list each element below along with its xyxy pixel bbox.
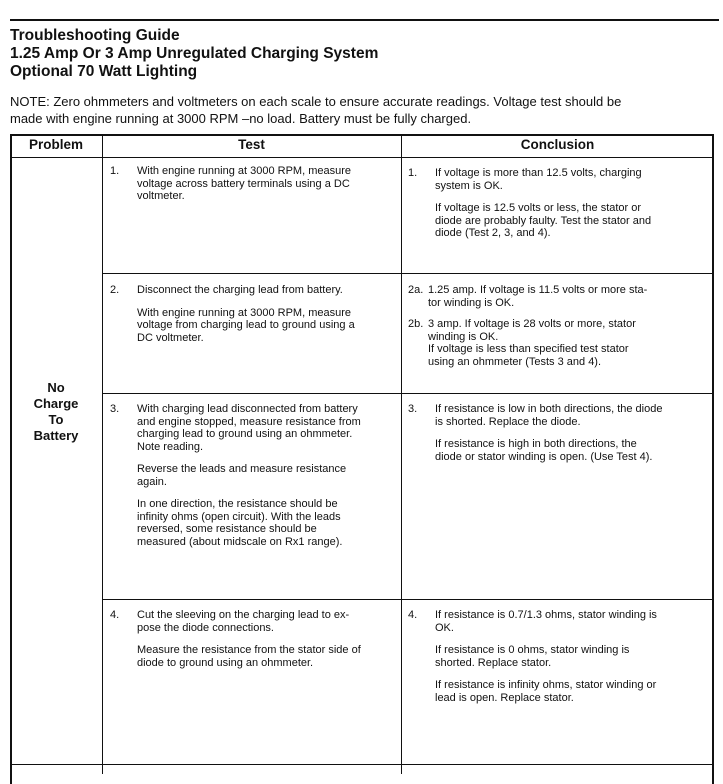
test-cell-4 bbox=[110, 609, 395, 678]
text-line: pose the diode connections. bbox=[137, 621, 274, 634]
text-line: Cut the sleeving on the charging lead to ex- bbox=[137, 609, 350, 621]
problem-line: No bbox=[47, 380, 65, 395]
conclusion-text bbox=[435, 403, 708, 463]
title-line-2: 1.25 Amp Or 3 Amp Unregulated Charging System bbox=[10, 45, 379, 62]
conclusion-text bbox=[435, 609, 708, 704]
row-rule-3 bbox=[102, 599, 714, 600]
text-line: 3 amp. If voltage is 28 volts or more, stator bbox=[428, 318, 636, 330]
text-line: If resistance is 0 ohms, stator winding is bbox=[435, 644, 630, 656]
text-line: measured (about midscale on Rx1 range). bbox=[137, 535, 343, 548]
test-cell-3 bbox=[110, 403, 395, 557]
conclusion-number: 4. bbox=[408, 609, 418, 621]
text-line: Measure the resistance from the stator side of bbox=[137, 644, 361, 656]
top-rule bbox=[10, 19, 719, 21]
text-line: again. bbox=[137, 475, 167, 488]
text-line: reversed, some resistance should be bbox=[137, 523, 317, 535]
test-number: 4. bbox=[110, 609, 120, 621]
column-divider-2 bbox=[401, 134, 402, 774]
conclusion-number: 1. bbox=[408, 167, 418, 179]
text-line: Reverse the leads and measure resistance bbox=[137, 463, 347, 475]
test-cell-2 bbox=[110, 284, 395, 353]
conclusion-sub-2a bbox=[408, 284, 708, 309]
conclusion-cell-3 bbox=[408, 403, 708, 472]
text-line: With engine running at 3000 RPM, measure bbox=[137, 165, 352, 177]
text-line: using an ohmmeter (Tests 3 and 4). bbox=[428, 355, 602, 368]
test-cell-1 bbox=[110, 165, 395, 212]
text-line: DC voltmeter. bbox=[137, 331, 204, 344]
problem-label bbox=[12, 380, 100, 444]
text-line: If resistance is low in both directions, the diode bbox=[435, 403, 663, 415]
text-line: diode (Test 2, 3, and 4). bbox=[435, 227, 551, 239]
text-line: voltage across battery terminals using a DC bbox=[137, 177, 350, 190]
guide-title bbox=[10, 27, 715, 81]
text-line: is shorted. Replace the diode. bbox=[435, 415, 581, 428]
header-conclusion: Conclusion bbox=[520, 137, 595, 152]
note-paragraph bbox=[10, 93, 712, 127]
conclusion-number: 2a. bbox=[408, 284, 424, 296]
text-line: If voltage is 12.5 volts or less, the stator or bbox=[435, 202, 642, 214]
text-line: tor winding is OK. bbox=[428, 296, 515, 309]
problem-line: Battery bbox=[33, 428, 79, 443]
header-problem: Problem bbox=[28, 137, 83, 152]
text-line: system is OK. bbox=[435, 179, 503, 192]
text-line: OK. bbox=[435, 621, 454, 634]
text-line: In one direction, the resistance should be bbox=[137, 498, 338, 510]
text-line: If voltage is less than specified test stator bbox=[428, 343, 629, 355]
text-line: If voltage is more than 12.5 volts, charging bbox=[435, 167, 642, 179]
conclusion-sub-2b bbox=[408, 318, 708, 368]
test-text bbox=[137, 165, 395, 203]
row-rule-2 bbox=[102, 393, 714, 394]
text-line: winding is OK. bbox=[428, 330, 499, 343]
header-rule bbox=[10, 157, 714, 158]
problem-line: To bbox=[48, 412, 64, 427]
title-line-1: Troubleshooting Guide bbox=[10, 27, 180, 44]
conclusion-cell-2 bbox=[408, 284, 708, 376]
conclusion-cell-1 bbox=[408, 167, 708, 249]
column-divider-1 bbox=[102, 134, 103, 774]
text-line: If resistance is infinity ohms, stator winding or bbox=[435, 679, 657, 691]
conclusion-cell-4 bbox=[408, 609, 708, 713]
text-line: Disconnect the charging lead from battery. bbox=[137, 284, 343, 296]
text-line: diode are probably faulty. Test the stator and bbox=[435, 214, 652, 227]
row-rule-1 bbox=[102, 273, 714, 274]
text-line: and engine stopped, measure resistance from bbox=[137, 415, 361, 428]
text-line: voltmeter. bbox=[137, 190, 185, 202]
text-line: With engine running at 3000 RPM, measure bbox=[137, 306, 352, 319]
test-number: 3. bbox=[110, 403, 120, 415]
row-rule-4 bbox=[10, 764, 714, 765]
text-line: Note reading. bbox=[137, 440, 204, 453]
text-line: charging lead to ground using an ohmmeter. bbox=[137, 428, 353, 440]
conclusion-text bbox=[435, 167, 708, 240]
text-line: shorted. Replace stator. bbox=[435, 656, 552, 669]
test-text bbox=[137, 284, 395, 344]
text-line: If resistance is high in both directions, the bbox=[435, 438, 637, 450]
note-line-2: made with engine running at 3000 RPM –no load. Battery must be fully charged. bbox=[10, 111, 472, 126]
conclusion-number: 3. bbox=[408, 403, 418, 415]
test-text bbox=[137, 403, 395, 548]
test-number: 2. bbox=[110, 284, 120, 296]
conclusion-number: 2b. bbox=[408, 318, 424, 330]
text-line: diode or stator winding is open. (Use Test 4). bbox=[435, 450, 653, 463]
text-line: If resistance is 0.7/1.3 ohms, stator winding is bbox=[435, 609, 657, 621]
test-text bbox=[137, 609, 395, 669]
text-line: diode to ground using an ohmmeter. bbox=[137, 656, 314, 669]
test-number: 1. bbox=[110, 165, 120, 177]
text-line: voltage from charging lead to ground using a bbox=[137, 319, 355, 331]
text-line: 1.25 amp. If voltage is 11.5 volts or more sta- bbox=[428, 284, 648, 296]
title-line-3: Optional 70 Watt Lighting bbox=[10, 63, 198, 80]
text-line: infinity ohms (open circuit). With the leads bbox=[137, 510, 341, 523]
text-line: With charging lead disconnected from battery bbox=[137, 403, 358, 415]
header-test: Test bbox=[238, 137, 265, 152]
text-line: lead is open. Replace stator. bbox=[435, 691, 574, 704]
problem-line: Charge bbox=[33, 396, 79, 411]
note-line-1: NOTE: Zero ohmmeters and voltmeters on each scale to ensure accurate readings. Voltage test should be bbox=[10, 94, 622, 109]
